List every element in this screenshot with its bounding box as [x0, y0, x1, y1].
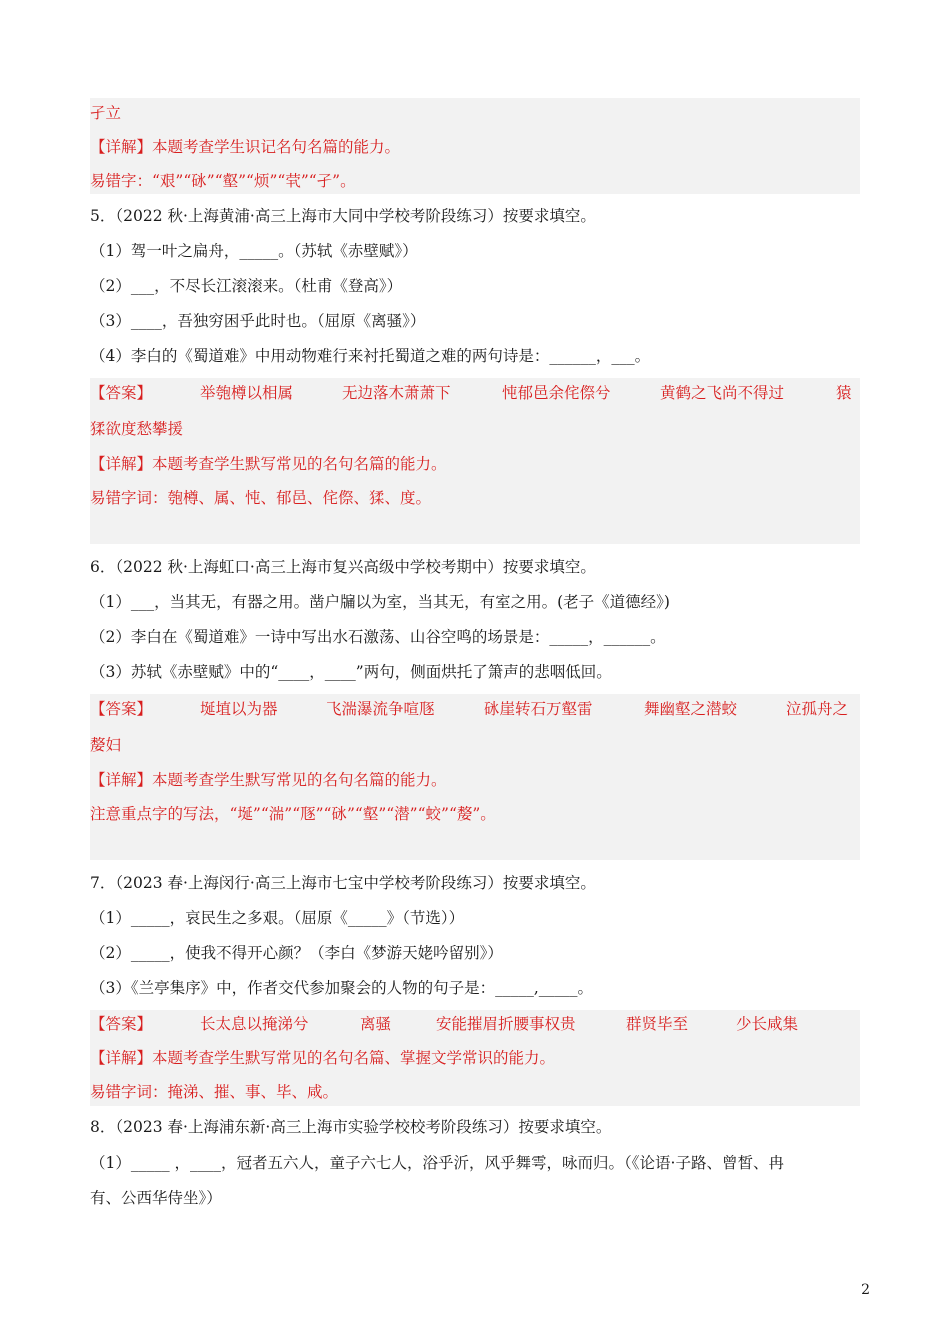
answer-wrap-6: 嫠妇: [90, 736, 122, 754]
page-number: 2: [861, 1282, 870, 1298]
answer-wrap-5: 猱欲度愁攀援: [90, 420, 184, 438]
question-5-item-1: （1）驾一叶之扁舟，_____。（苏轼《赤壁赋》）: [90, 242, 418, 260]
answer-item: 少长咸集: [736, 1015, 799, 1033]
question-6-item-1: （1）___，当其无，有器之用。凿户牖以为室，当其无，有室之用。(老子《道德经》): [90, 593, 670, 611]
question-5-item-4: （4）李白的《蜀道难》中用动物难行来衬托蜀道之难的两句诗是：______，___。: [90, 347, 651, 365]
explanation: 【详解】本题考查学生识记名句名篇的能力。: [90, 138, 401, 156]
question-7-stem: 7．（2023 春·上海闵行·高三上海市七宝中学校考阶段练习）按要求填空。: [90, 874, 596, 892]
explanation-6: 【详解】本题考查学生默写常见的名句名篇的能力。: [90, 771, 447, 789]
question-6-item-2: （2）李白在《蜀道难》一诗中写出水石激荡、山谷空鸣的场景是：_____，______。: [90, 628, 666, 646]
question-7-item-3: （3）《兰亭集序》中，作者交代参加聚会的人物的句子是：_____,_____。: [90, 979, 594, 997]
answer-item: 忳郁邑余侘傺兮: [502, 384, 611, 402]
answer-item: 无边落木萧萧下: [342, 384, 451, 402]
error-prone-note-5: 易错字词：匏樽、属、忳、郁邑、侘傺、猱、度。: [90, 489, 432, 507]
question-8-item-1-wrap: 有、公西华侍坐》）: [90, 1189, 222, 1207]
question-8-item-1: （1）_____ ，____，冠者五六人，童子六七人，浴乎沂，风乎舞雩，咏而归。（《论语·子路、曾皙、冉: [90, 1154, 784, 1172]
question-7-item-1: （1）_____，哀民生之多艰。（屈原《_____》（节选））: [90, 909, 465, 927]
answer-label: 【答案】: [90, 384, 153, 402]
answer-item: 黄鹤之飞尚不得过: [660, 384, 785, 402]
answer-item: 安能摧眉折腰事权贵: [436, 1015, 576, 1033]
answer-item: 飞湍瀑流争喧豗: [326, 700, 435, 718]
answer-row-5: [90, 380, 860, 406]
question-7-item-2: （2）_____，使我不得开心颜？（李白《梦游天姥吟留别》）: [90, 944, 503, 962]
answer-item: 离骚: [360, 1015, 392, 1033]
answer-item: 猿: [836, 384, 852, 402]
answer-item: 砯崖转石万壑雷: [484, 700, 593, 718]
answer-row-7: [90, 1011, 860, 1037]
error-prone-note: 易错字：“艰”“砯”“壑”“烦”“茕”“孑”。: [90, 172, 356, 190]
answer-label: 【答案】: [90, 1015, 153, 1033]
question-8-stem: 8．（2023 春·上海浦东新·高三上海市实验学校校考阶段练习）按要求填空。: [90, 1118, 612, 1136]
answer-item: 长太息以掩涕兮: [200, 1015, 309, 1033]
question-6-item-3: （3）苏轼《赤壁赋》中的“____，____”两句，侧面烘托了箫声的悲咽低回。: [90, 663, 612, 681]
question-5-item-2: （2）___，不尽长江滚滚来。（杜甫《登高》）: [90, 277, 403, 295]
answer-row-6: [90, 696, 860, 722]
question-5-stem: 5．（2022 秋·上海黄浦·高三上海市大同中学校考阶段练习）按要求填空。: [90, 207, 596, 225]
answer-item: 群贤毕至: [626, 1015, 689, 1033]
explanation-5: 【详解】本题考查学生默写常见的名句名篇的能力。: [90, 455, 447, 473]
answer-label: 【答案】: [90, 700, 153, 718]
explanation-7: 【详解】本题考查学生默写常见的名句名篇、掌握文学常识的能力。: [90, 1049, 556, 1067]
answer-item: 舞幽壑之潜蛟: [644, 700, 738, 718]
question-6-stem: 6．（2022 秋·上海虹口·高三上海市复兴高级中学校考期中）按要求填空。: [90, 558, 596, 576]
answer-continuation: 孑立: [90, 104, 122, 122]
error-prone-note-6: 注意重点字的写法，“埏”“湍”“豗”“砯”“壑”“潜”“蛟”“嫠”。: [90, 805, 496, 823]
error-prone-note-7: 易错字词：掩涕、摧、事、毕、咸。: [90, 1083, 339, 1101]
question-5-item-3: （3）____，吾独穷困乎此时也。（屈原《离骚》）: [90, 312, 426, 330]
answer-item: 埏埴以为器: [200, 700, 278, 718]
answer-item: 泣孤舟之: [786, 700, 849, 718]
answer-item: 举匏樽以相属: [200, 384, 294, 402]
